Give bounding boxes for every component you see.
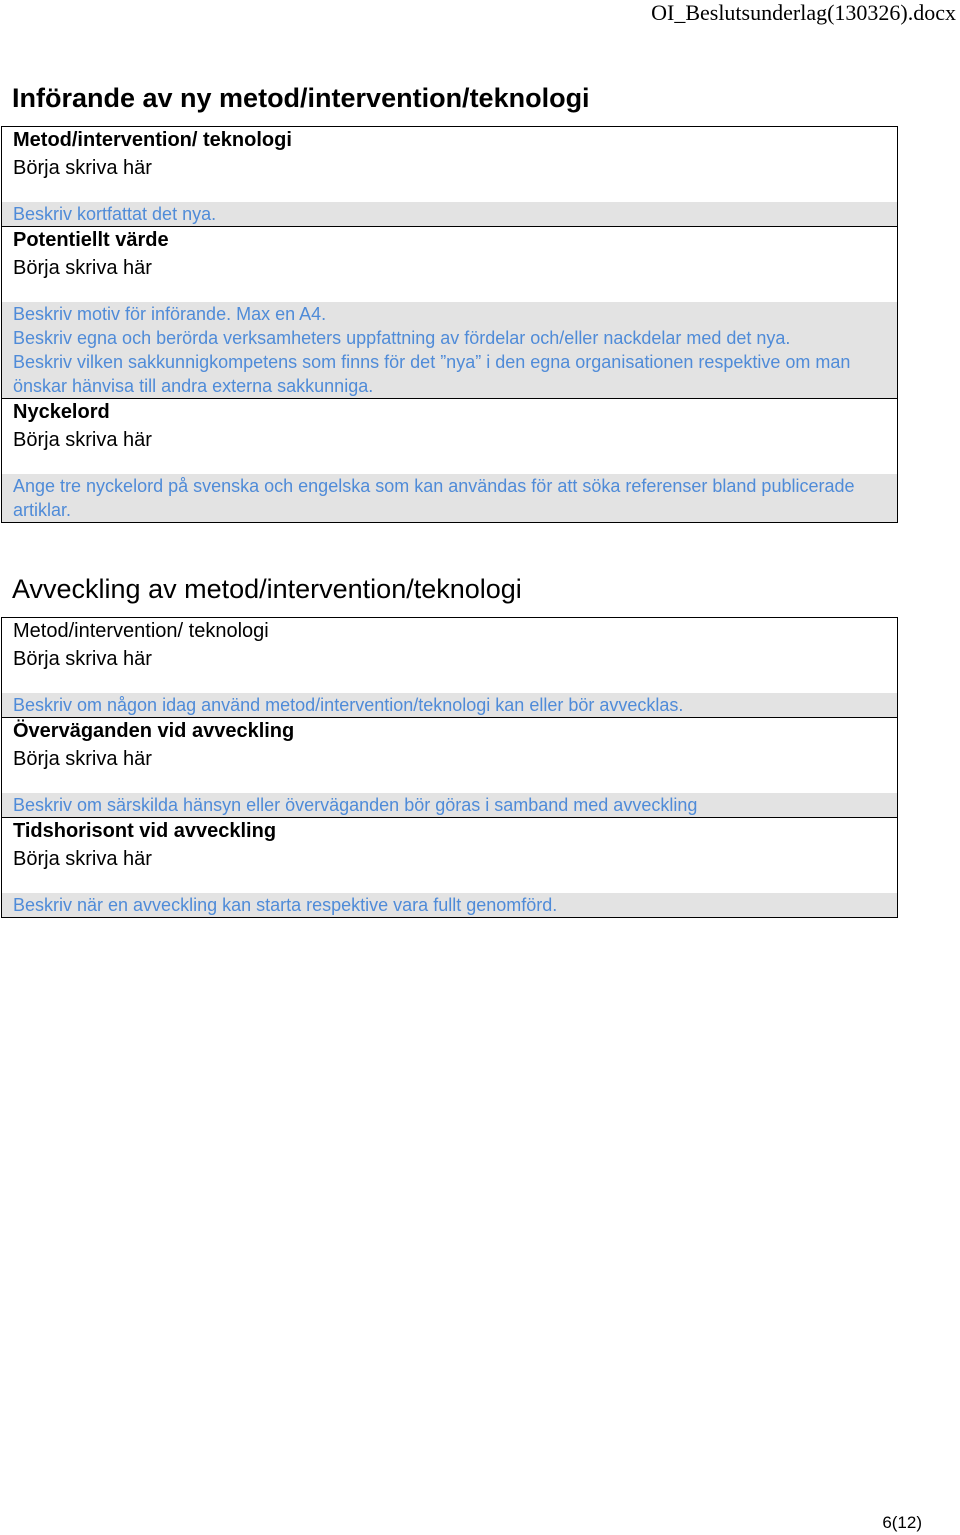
- text-input-considerations[interactable]: Börja skriva här: [13, 748, 152, 770]
- help-line: Beskriv motiv för införande. Max en A4.: [13, 304, 327, 324]
- field-title: Potentiellt värde: [13, 229, 169, 251]
- help-line: Beskriv kortfattat det nya.: [13, 204, 217, 224]
- document-filename: OI_Beslutsunderlag(130326).docx: [651, 0, 956, 25]
- section-heading: Införande av ny metod/intervention/teknologi: [12, 83, 590, 113]
- help-line: Beskriv om särskilda hänsyn eller överväganden bör göras i samband med avveckling: [13, 795, 698, 815]
- field-help-text: [2, 202, 897, 226]
- help-line: Beskriv vilken sakkunnigkompetens som finns för det ”nya” i den egna organisationen respektive om man önskar hänvisa till andra externa sakkunniga.: [13, 352, 851, 396]
- form-table: [1, 617, 898, 918]
- field-help-text: [2, 474, 897, 522]
- field-considerations: [2, 718, 897, 818]
- field-help-text: [2, 893, 897, 917]
- text-input-potential-value[interactable]: Börja skriva här: [13, 257, 152, 279]
- field-title: Metod/intervention/ teknologi: [13, 620, 269, 642]
- field-keywords: [2, 399, 897, 522]
- section-heading: Avveckling av metod/intervention/teknologi: [12, 574, 522, 604]
- help-line: Beskriv när en avveckling kan starta respektive vara fullt genomförd.: [13, 895, 558, 915]
- help-line: Beskriv om någon idag använd metod/intervention/teknologi kan eller bör avvecklas.: [13, 695, 684, 715]
- field-method: [2, 127, 897, 227]
- field-title: Tidshorisont vid avveckling: [13, 820, 277, 842]
- page-number: 6(12): [882, 1513, 922, 1532]
- field-title: Överväganden vid avveckling: [13, 720, 295, 742]
- field-help-text: [2, 793, 897, 817]
- field-title: Metod/intervention/ teknologi: [13, 129, 292, 151]
- field-help-text: [2, 302, 897, 398]
- help-line: Beskriv egna och berörda verksamheters uppfattning av fördelar och/eller nackdelar med det nya.: [13, 328, 791, 348]
- field-method: [2, 618, 897, 718]
- text-input-method[interactable]: Börja skriva här: [13, 157, 152, 179]
- text-input-method[interactable]: Börja skriva här: [13, 648, 152, 670]
- field-help-text: [2, 693, 897, 717]
- text-input-time-horizon[interactable]: Börja skriva här: [13, 848, 152, 870]
- text-input-keywords[interactable]: Börja skriva här: [13, 429, 152, 451]
- field-potential-value: [2, 227, 897, 399]
- field-time-horizon: [2, 818, 897, 917]
- help-line: Ange tre nyckelord på svenska och engelska som kan användas för att söka referenser bland publicerade artiklar.: [13, 476, 855, 520]
- form-table: [1, 126, 898, 523]
- field-title: Nyckelord: [13, 401, 110, 423]
